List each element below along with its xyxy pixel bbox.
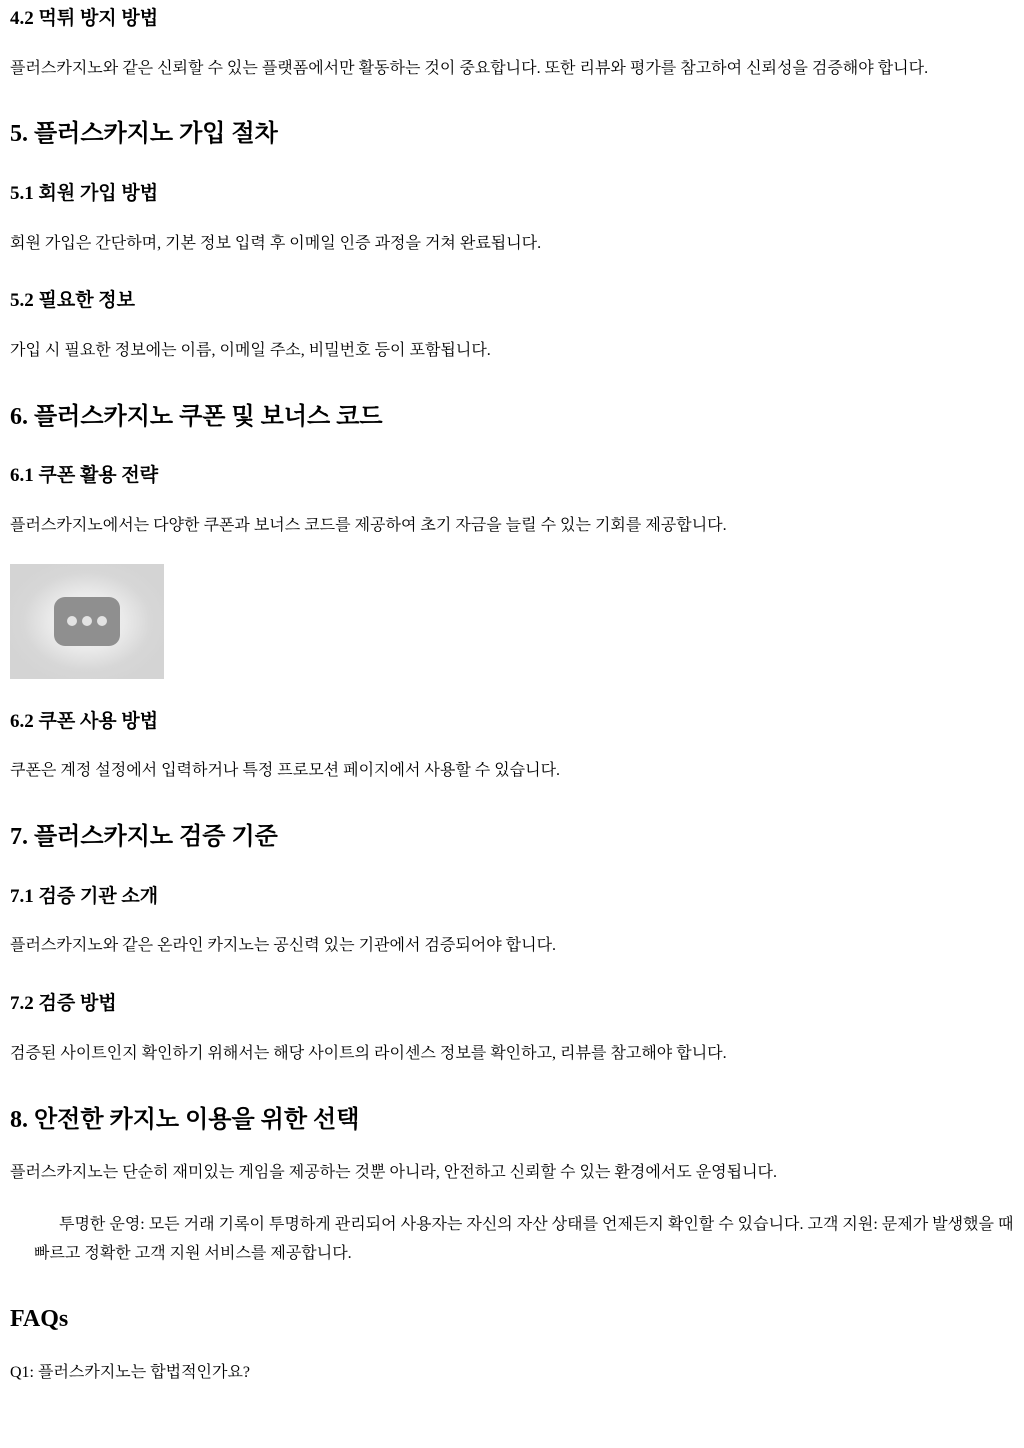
heading-5-1: 5.1 회원 가입 방법 bbox=[10, 182, 159, 204]
heading-5-2: 5.2 필요한 정보 bbox=[10, 290, 136, 312]
ellipsis-icon bbox=[54, 597, 120, 646]
paragraph-6-1: 플러스카지노에서는 다양한 쿠폰과 보너스 코드를 제공하여 초기 자금을 늘릴 수 있는 기회를 제공합니다. bbox=[10, 516, 727, 534]
paragraph-7-2: 검증된 사이트인지 확인하기 위해서는 해당 사이트의 라이센스 정보를 확인하고, 리뷰를 참고해야 합니다. bbox=[10, 1044, 727, 1062]
heading-6-1: 6.1 쿠폰 활용 전략 bbox=[10, 465, 159, 487]
callout-transparency-support: 투명한 운영: 모든 거래 기록이 투명하게 관리되어 사용자는 자신의 자산 상태를 언제든지 확인할 수 있습니다. 고객 지원: 문제가 발생했을 때 빠르고 정확한 고객 지원 서비스를 제공합니다. bbox=[34, 1215, 1014, 1262]
ellipsis-dot bbox=[82, 616, 92, 626]
heading-6: 6. 플러스카지노 쿠폰 및 보너스 코드 bbox=[10, 403, 383, 430]
paragraph-8: 플러스카지노는 단순히 재미있는 게임을 제공하는 것뿐 아니라, 안전하고 신뢰할 수 있는 환경에서도 운영됩니다. bbox=[10, 1163, 777, 1181]
heading-6-2: 6.2 쿠폰 사용 방법 bbox=[10, 710, 159, 732]
ellipsis-dot bbox=[97, 616, 107, 626]
heading-7: 7. 플러스카지노 검증 기준 bbox=[10, 824, 278, 851]
paragraph-7-1: 플러스카지노와 같은 온라인 카지노는 공신력 있는 기관에서 검증되어야 합니다. bbox=[10, 937, 557, 955]
heading-8: 8. 안전한 카지노 이용을 위한 선택 bbox=[10, 1106, 360, 1133]
paragraph-6-2: 쿠폰은 계정 설정에서 입력하거나 특정 프로모션 페이지에서 사용할 수 있습니다. bbox=[10, 762, 561, 780]
paragraph-5-2: 가입 시 필요한 정보에는 이름, 이메일 주소, 비밀번호 등이 포함됩니다. bbox=[10, 342, 491, 360]
faq-question-1: Q1: 플러스카지노는 합법적인가요? bbox=[10, 1363, 251, 1381]
heading-7-2: 7.2 검증 방법 bbox=[10, 993, 117, 1015]
media-block bbox=[10, 564, 1014, 679]
heading-faqs: FAQs bbox=[10, 1306, 69, 1333]
video-thumbnail-placeholder[interactable] bbox=[10, 564, 164, 679]
ellipsis-dot bbox=[67, 616, 77, 626]
paragraph-5-1: 회원 가입은 간단하며, 기본 정보 입력 후 이메일 인증 과정을 거쳐 완료됩니다. bbox=[10, 234, 542, 252]
paragraph-4-2: 플러스카지노와 같은 신뢰할 수 있는 플랫폼에서만 활동하는 것이 중요합니다. 또한 리뷰와 평가를 참고하여 신뢰성을 검증해야 합니다. bbox=[10, 59, 929, 77]
heading-7-1: 7.1 검증 기관 소개 bbox=[10, 885, 159, 907]
heading-4-2: 4.2 먹튀 방지 방법 bbox=[10, 8, 159, 29]
heading-5: 5. 플러스카지노 가입 절차 bbox=[10, 121, 278, 148]
